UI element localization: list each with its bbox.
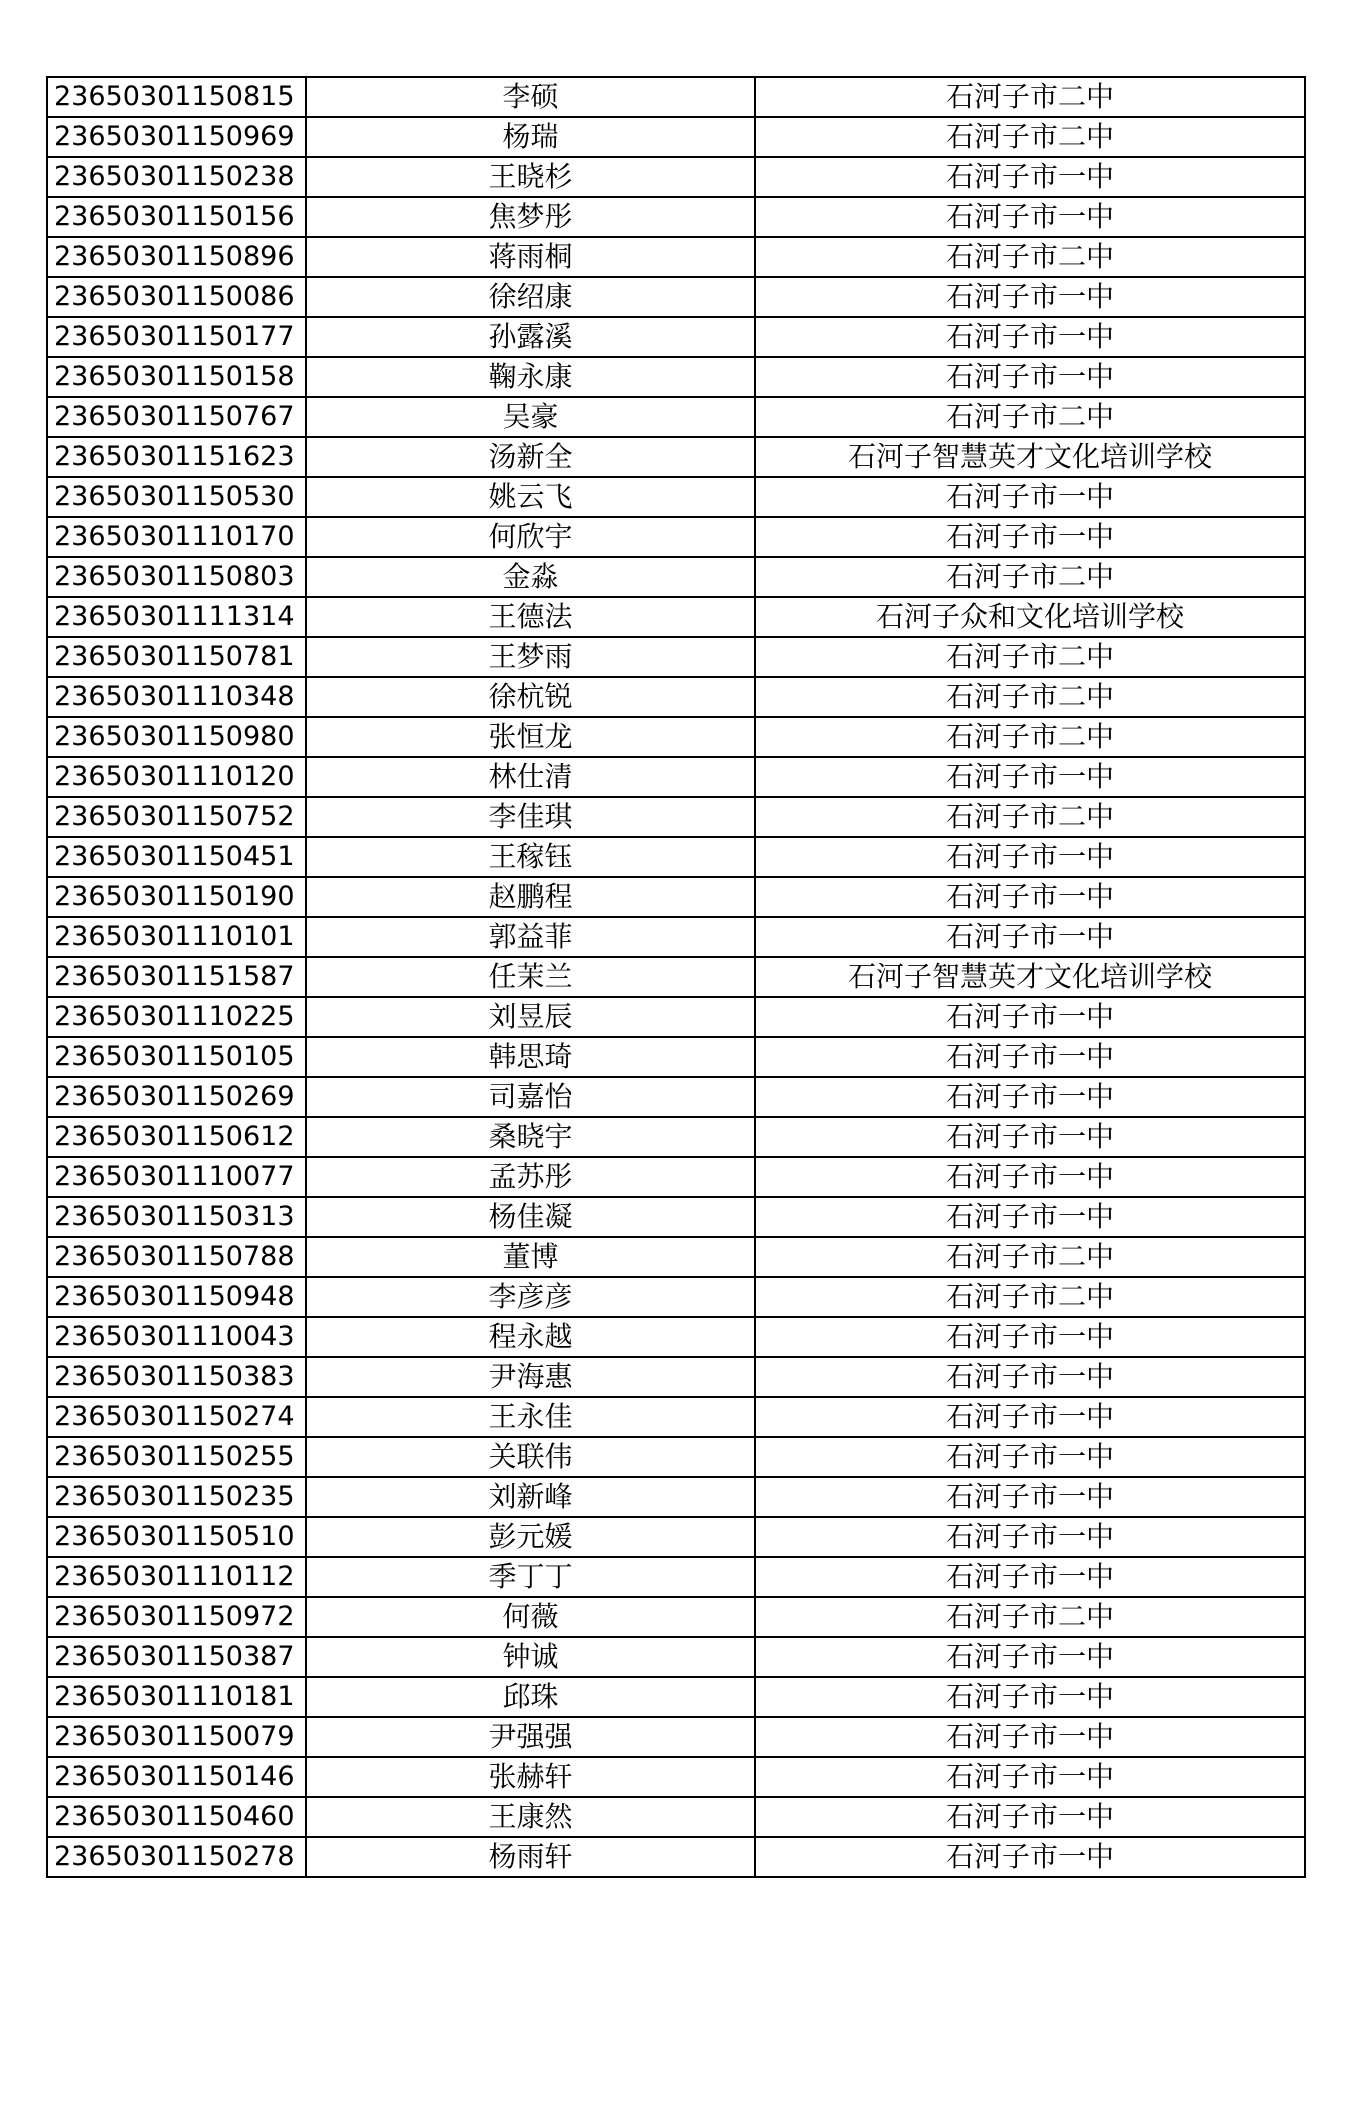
student-name-cell: 郭益菲 — [306, 917, 755, 957]
table-row — [47, 1397, 1305, 1437]
school-name-cell: 石河子市二中 — [755, 717, 1305, 757]
school-name-cell: 石河子市二中 — [755, 1237, 1305, 1277]
table-row — [47, 1637, 1305, 1677]
table-row — [47, 797, 1305, 837]
table-row — [47, 1317, 1305, 1357]
candidate-id-cell: 23650301150269 — [47, 1077, 306, 1117]
candidate-id-cell: 23650301150969 — [47, 117, 306, 157]
student-name-cell: 何欣宇 — [306, 517, 755, 557]
student-name-cell: 杨佳凝 — [306, 1197, 755, 1237]
table-row — [47, 597, 1305, 637]
student-name-cell: 董博 — [306, 1237, 755, 1277]
candidate-id-cell: 23650301110181 — [47, 1677, 306, 1717]
student-name-cell: 邱珠 — [306, 1677, 755, 1717]
candidate-id-cell: 23650301110225 — [47, 997, 306, 1037]
student-name-cell: 姚云飞 — [306, 477, 755, 517]
candidate-id-cell: 23650301150972 — [47, 1597, 306, 1637]
candidate-id-cell: 23650301110170 — [47, 517, 306, 557]
student-name-cell: 孟苏彤 — [306, 1157, 755, 1197]
candidate-id-cell: 23650301150190 — [47, 877, 306, 917]
student-name-cell: 刘新峰 — [306, 1477, 755, 1517]
school-name-cell: 石河子市一中 — [755, 997, 1305, 1037]
student-name-cell: 鞠永康 — [306, 357, 755, 397]
table-row — [47, 437, 1305, 477]
candidate-id-cell: 23650301110112 — [47, 1557, 306, 1597]
candidate-id-cell: 23650301150079 — [47, 1717, 306, 1757]
school-name-cell: 石河子市二中 — [755, 1597, 1305, 1637]
candidate-id-cell: 23650301150767 — [47, 397, 306, 437]
student-name-cell: 徐绍康 — [306, 277, 755, 317]
school-name-cell: 石河子市一中 — [755, 197, 1305, 237]
table-row — [47, 717, 1305, 757]
table-row — [47, 1517, 1305, 1557]
student-name-cell: 杨瑞 — [306, 117, 755, 157]
school-name-cell: 石河子市二中 — [755, 397, 1305, 437]
candidate-id-cell: 23650301150255 — [47, 1437, 306, 1477]
table-row — [47, 1277, 1305, 1317]
school-name-cell: 石河子市一中 — [755, 157, 1305, 197]
school-name-cell: 石河子市一中 — [755, 837, 1305, 877]
table-row — [47, 837, 1305, 877]
candidate-id-cell: 23650301150383 — [47, 1357, 306, 1397]
table-row — [47, 1557, 1305, 1597]
school-name-cell: 石河子市一中 — [755, 1117, 1305, 1157]
candidate-id-cell: 23650301150612 — [47, 1117, 306, 1157]
student-name-cell: 蒋雨桐 — [306, 237, 755, 277]
candidate-id-cell: 23650301150158 — [47, 357, 306, 397]
candidate-id-cell: 23650301150510 — [47, 1517, 306, 1557]
school-name-cell: 石河子市二中 — [755, 677, 1305, 717]
student-name-cell: 何薇 — [306, 1597, 755, 1637]
table-row — [47, 1117, 1305, 1157]
school-name-cell: 石河子市一中 — [755, 757, 1305, 797]
candidate-id-cell: 23650301110077 — [47, 1157, 306, 1197]
student-name-cell: 王晓杉 — [306, 157, 755, 197]
school-name-cell: 石河子市一中 — [755, 357, 1305, 397]
school-name-cell: 石河子市一中 — [755, 317, 1305, 357]
candidate-id-cell: 23650301150278 — [47, 1837, 306, 1877]
candidate-id-cell: 23650301151587 — [47, 957, 306, 997]
student-name-cell: 程永越 — [306, 1317, 755, 1357]
student-name-cell: 韩思琦 — [306, 1037, 755, 1077]
student-name-cell: 王德法 — [306, 597, 755, 637]
student-name-cell: 司嘉怡 — [306, 1077, 755, 1117]
school-name-cell: 石河子市一中 — [755, 1477, 1305, 1517]
roster-table — [46, 76, 1306, 1878]
candidate-id-cell: 23650301150387 — [47, 1637, 306, 1677]
table-row — [47, 1477, 1305, 1517]
table-row — [47, 1837, 1305, 1877]
table-row — [47, 957, 1305, 997]
student-name-cell: 李佳琪 — [306, 797, 755, 837]
school-name-cell: 石河子市二中 — [755, 797, 1305, 837]
candidate-id-cell: 23650301150788 — [47, 1237, 306, 1277]
school-name-cell: 石河子市一中 — [755, 1637, 1305, 1677]
candidate-id-cell: 23650301150146 — [47, 1757, 306, 1797]
table-row — [47, 1077, 1305, 1117]
school-name-cell: 石河子市二中 — [755, 237, 1305, 277]
student-name-cell: 季丁丁 — [306, 1557, 755, 1597]
student-name-cell: 关联伟 — [306, 1437, 755, 1477]
school-name-cell: 石河子市一中 — [755, 277, 1305, 317]
school-name-cell: 石河子市一中 — [755, 877, 1305, 917]
school-name-cell: 石河子市一中 — [755, 1757, 1305, 1797]
student-name-cell: 任茉兰 — [306, 957, 755, 997]
table-row — [47, 1197, 1305, 1237]
student-name-cell: 李彦彦 — [306, 1277, 755, 1317]
table-row — [47, 917, 1305, 957]
table-row — [47, 997, 1305, 1037]
school-name-cell: 石河子市一中 — [755, 1797, 1305, 1837]
table-row — [47, 1757, 1305, 1797]
school-name-cell: 石河子市一中 — [755, 1837, 1305, 1877]
candidate-id-cell: 23650301150752 — [47, 797, 306, 837]
school-name-cell: 石河子市一中 — [755, 1197, 1305, 1237]
table-row — [47, 757, 1305, 797]
student-name-cell: 李硕 — [306, 77, 755, 117]
student-name-cell: 王永佳 — [306, 1397, 755, 1437]
table-row — [47, 1437, 1305, 1477]
student-name-cell: 彭元媛 — [306, 1517, 755, 1557]
school-name-cell: 石河子市一中 — [755, 1517, 1305, 1557]
table-row — [47, 877, 1305, 917]
candidate-id-cell: 23650301110348 — [47, 677, 306, 717]
student-name-cell: 张恒龙 — [306, 717, 755, 757]
table-row — [47, 1357, 1305, 1397]
candidate-id-cell: 23650301150235 — [47, 1477, 306, 1517]
table-row — [47, 77, 1305, 117]
student-name-cell: 尹海惠 — [306, 1357, 755, 1397]
candidate-id-cell: 23650301150948 — [47, 1277, 306, 1317]
candidate-id-cell: 23650301150803 — [47, 557, 306, 597]
school-name-cell: 石河子市一中 — [755, 1437, 1305, 1477]
student-name-cell: 孙露溪 — [306, 317, 755, 357]
candidate-id-cell: 23650301150274 — [47, 1397, 306, 1437]
candidate-id-cell: 23650301150105 — [47, 1037, 306, 1077]
student-name-cell: 尹强强 — [306, 1717, 755, 1757]
candidate-id-cell: 23650301111314 — [47, 597, 306, 637]
candidate-id-cell: 23650301110120 — [47, 757, 306, 797]
student-name-cell: 焦梦彤 — [306, 197, 755, 237]
table-row — [47, 517, 1305, 557]
candidate-id-cell: 23650301110043 — [47, 1317, 306, 1357]
table-row — [47, 1237, 1305, 1277]
table-row — [47, 317, 1305, 357]
table-row — [47, 157, 1305, 197]
school-name-cell: 石河子市一中 — [755, 1557, 1305, 1597]
school-name-cell: 石河子市一中 — [755, 1037, 1305, 1077]
candidate-id-cell: 23650301150238 — [47, 157, 306, 197]
candidate-id-cell: 23650301151623 — [47, 437, 306, 477]
student-name-cell: 桑晓宇 — [306, 1117, 755, 1157]
school-name-cell: 石河子市一中 — [755, 1157, 1305, 1197]
candidate-id-cell: 23650301150896 — [47, 237, 306, 277]
candidate-id-cell: 23650301150530 — [47, 477, 306, 517]
student-name-cell: 王康然 — [306, 1797, 755, 1837]
student-name-cell: 金淼 — [306, 557, 755, 597]
student-name-cell: 钟诚 — [306, 1637, 755, 1677]
candidate-id-cell: 23650301150815 — [47, 77, 306, 117]
school-name-cell: 石河子市一中 — [755, 1677, 1305, 1717]
candidate-id-cell: 23650301110101 — [47, 917, 306, 957]
school-name-cell: 石河子市一中 — [755, 1357, 1305, 1397]
student-name-cell: 刘昱辰 — [306, 997, 755, 1037]
student-name-cell: 赵鹏程 — [306, 877, 755, 917]
school-name-cell: 石河子市一中 — [755, 517, 1305, 557]
school-name-cell: 石河子智慧英才文化培训学校 — [755, 437, 1305, 477]
school-name-cell: 石河子众和文化培训学校 — [755, 597, 1305, 637]
table-row — [47, 677, 1305, 717]
school-name-cell: 石河子市一中 — [755, 477, 1305, 517]
school-name-cell: 石河子市一中 — [755, 917, 1305, 957]
table-row — [47, 277, 1305, 317]
table-row — [47, 1037, 1305, 1077]
school-name-cell: 石河子智慧英才文化培训学校 — [755, 957, 1305, 997]
candidate-id-cell: 23650301150177 — [47, 317, 306, 357]
table-row — [47, 1157, 1305, 1197]
table-row — [47, 1677, 1305, 1717]
school-name-cell: 石河子市一中 — [755, 1397, 1305, 1437]
school-name-cell: 石河子市一中 — [755, 1717, 1305, 1757]
student-name-cell: 吴豪 — [306, 397, 755, 437]
table-row — [47, 1797, 1305, 1837]
candidate-id-cell: 23650301150451 — [47, 837, 306, 877]
table-row — [47, 357, 1305, 397]
school-name-cell: 石河子市二中 — [755, 77, 1305, 117]
school-name-cell: 石河子市二中 — [755, 557, 1305, 597]
student-name-cell: 王梦雨 — [306, 637, 755, 677]
table-row — [47, 1597, 1305, 1637]
candidate-id-cell: 23650301150781 — [47, 637, 306, 677]
table-row — [47, 1717, 1305, 1757]
candidate-id-cell: 23650301150460 — [47, 1797, 306, 1837]
school-name-cell: 石河子市一中 — [755, 1317, 1305, 1357]
candidate-id-cell: 23650301150156 — [47, 197, 306, 237]
student-name-cell: 杨雨轩 — [306, 1837, 755, 1877]
school-name-cell: 石河子市二中 — [755, 637, 1305, 677]
candidate-id-cell: 23650301150086 — [47, 277, 306, 317]
student-name-cell: 林仕清 — [306, 757, 755, 797]
school-name-cell: 石河子市二中 — [755, 1277, 1305, 1317]
table-row — [47, 557, 1305, 597]
table-row — [47, 477, 1305, 517]
table-row — [47, 637, 1305, 677]
table-row — [47, 117, 1305, 157]
student-name-cell: 张赫轩 — [306, 1757, 755, 1797]
table-row — [47, 197, 1305, 237]
table-row — [47, 397, 1305, 437]
candidate-id-cell: 23650301150980 — [47, 717, 306, 757]
table-row — [47, 237, 1305, 277]
roster-body — [47, 77, 1305, 1877]
school-name-cell: 石河子市一中 — [755, 1077, 1305, 1117]
candidate-id-cell: 23650301150313 — [47, 1197, 306, 1237]
student-name-cell: 汤新全 — [306, 437, 755, 477]
school-name-cell: 石河子市二中 — [755, 117, 1305, 157]
student-name-cell: 徐杭锐 — [306, 677, 755, 717]
student-name-cell: 王稼钰 — [306, 837, 755, 877]
